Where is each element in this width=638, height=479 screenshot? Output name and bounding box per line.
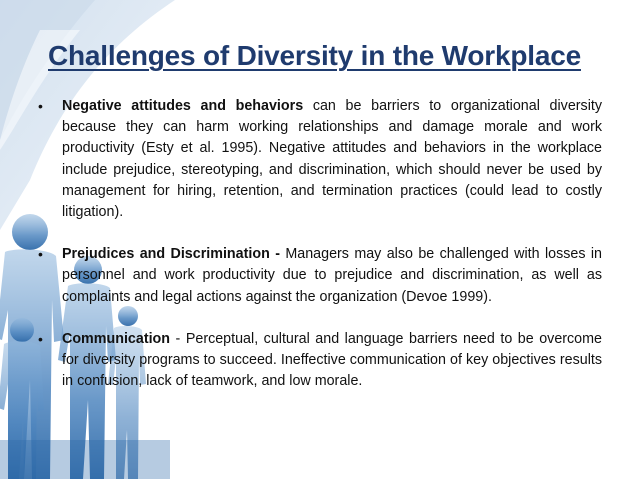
bullet-dot-icon: •: [38, 330, 43, 347]
bullet-term: Negative attitudes and behaviors: [62, 98, 304, 114]
bullet-term: Prejudices and Discrimination -: [62, 246, 280, 263]
slide-title: Challenges of Diversity in the Workplace: [48, 40, 581, 71]
bullet-dot-icon: •: [38, 246, 43, 263]
bullet-text: - Perceptual, cultural and language barriers need to be overcome for diversity programs to succeed. Ineffective communication of key objectives results in confusion, lack of teamwork, and low morale.: [62, 330, 602, 390]
bullet-text: can be barriers to organizational diversity because they can harm working relationships and damage morale and work productivity (Esty et al. 1995). Negative attitudes and behaviors in the workplace include prejudice, stereotyping, and discrimination, which should never be used by management for hiring, retention, and termination practices (could lead to costly litigation).: [62, 98, 602, 221]
bullet-text: Managers may also be challenged with losses in personnel and work productivity due to prejudice and discrimination, as well as complaints and legal actions against the organization (Devoe 1999).: [62, 246, 603, 305]
bullet-list: [38, 96, 602, 413]
bullet-item-negative-attitudes: [38, 96, 602, 223]
bullet-dot-icon: •: [38, 98, 43, 114]
bullet-item-communication: [38, 329, 602, 393]
bullet-term: Communication: [62, 330, 171, 347]
bullet-item-prejudices: [38, 244, 602, 308]
